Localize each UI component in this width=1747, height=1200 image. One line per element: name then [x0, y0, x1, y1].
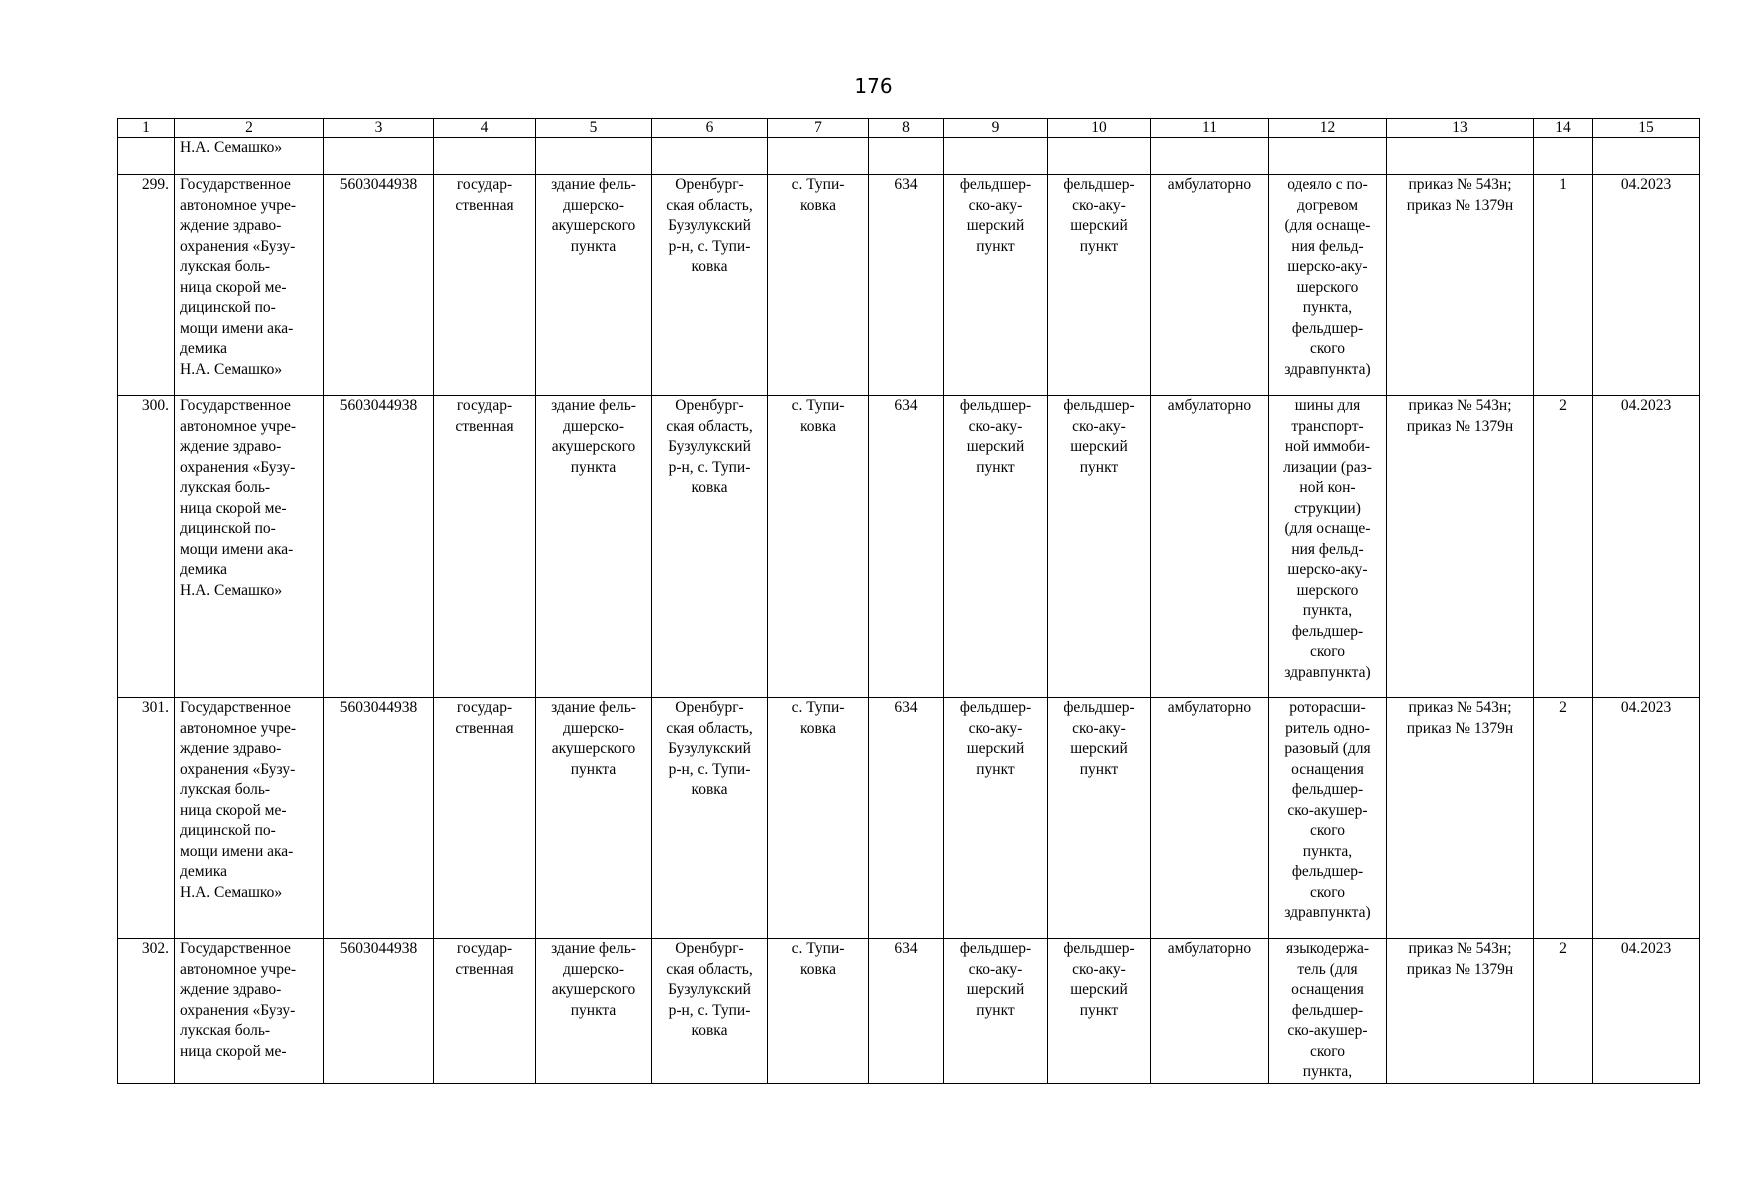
column-number: 11 [1151, 119, 1269, 138]
inn-cell: 5603044938 [324, 939, 434, 1084]
organization-cell: Государственное автономное учре- ждение здраво- охранения «Бузу- лукская боль- ница скорой ме- дицинской по- мощи имени ака- демика Н.А. Семашко» [180, 176, 297, 378]
table-row [118, 396, 1700, 698]
address-cell: Оренбург- ская область, Бузулукский р-н, с. Тупи- ковка [666, 940, 753, 1039]
facility-type-target-cell: фельдшер- ско-аку- шерский пункт [1063, 176, 1135, 255]
table-row [118, 175, 1700, 396]
quantity-cell: 2 [1534, 396, 1593, 698]
facility-type-target-cell: фельдшер- ско-аку- шерский пункт [1063, 397, 1135, 476]
row-number-cell: 300. [118, 396, 175, 698]
organization-cell: Государственное автономное учре- ждение здраво- охранения «Бузу- лукская боль- ница скорой ме- дицинской по- мощи имени ака- демика Н.А. Семашко» [180, 699, 297, 901]
population-cell: 634 [869, 698, 944, 939]
column-number: 2 [175, 119, 324, 138]
facility-type-cell: фельдшер- ско-аку- шерский пункт [959, 397, 1032, 476]
order-cell: приказ № 543н; приказ № 1379н [1406, 176, 1514, 214]
row-number-cell: 302. [118, 939, 175, 1084]
row-number-cell: 299. [118, 175, 175, 396]
facility-type-cell: фельдшер- ско-аку- шерский пункт [959, 699, 1032, 778]
equipment-cell: языкодержа- тель (для оснащения фельдшер- ско-акушер- ского пункта, [1286, 940, 1369, 1080]
inn-cell: 5603044938 [324, 396, 434, 698]
column-number: 9 [944, 119, 1048, 138]
population-cell: 634 [869, 396, 944, 698]
building-cell: здание фель- дшерско- акушерского пункта [551, 699, 636, 778]
table-row [118, 939, 1700, 1084]
ownership-cell: государ- ственная [455, 940, 514, 978]
column-number: 10 [1048, 119, 1151, 138]
ownership-cell: государ- ственная [455, 397, 514, 435]
column-number-row [118, 119, 1700, 138]
order-cell: приказ № 543н; приказ № 1379н [1406, 940, 1514, 978]
equipment-cell: одеяло с по- догревом (для оснаще- ния фельд- шерско-аку- шерского пункта, фельдшер- ского здравпункта) [1284, 176, 1371, 378]
page-number: 176 [854, 74, 893, 98]
facility-type-cell: фельдшер- ско-аку- шерский пункт [959, 176, 1032, 255]
date-cell: 04.2023 [1593, 939, 1700, 1084]
building-cell: здание фель- дшерско- акушерского пункта [551, 176, 636, 255]
population-cell: 634 [869, 939, 944, 1084]
column-number: 5 [536, 119, 652, 138]
quantity-cell: 2 [1534, 939, 1593, 1084]
inn-cell: 5603044938 [324, 175, 434, 396]
care-form-cell: амбулаторно [1151, 939, 1269, 1084]
locality-cell: с. Тупи- ковка [791, 699, 845, 737]
locality-cell: с. Тупи- ковка [791, 397, 845, 435]
column-number: 7 [768, 119, 869, 138]
date-cell: 04.2023 [1593, 175, 1700, 396]
organization-cell: Государственное автономное учре- ждение здраво- охранения «Бузу- лукская боль- ница скорой ме- [180, 940, 297, 1060]
ownership-cell: государ- ственная [455, 176, 514, 214]
locality-cell: с. Тупи- ковка [791, 940, 845, 978]
column-number: 13 [1387, 119, 1534, 138]
date-cell: 04.2023 [1593, 698, 1700, 939]
column-number: 15 [1593, 119, 1700, 138]
equipment-cell: роторасши- ритель одно- разовый (для оснащения фельдшер- ско-акушер- ского пункта, фельдшер- ского здравпункта) [1284, 699, 1371, 921]
care-form-cell: амбулаторно [1151, 175, 1269, 396]
organization-cell: Н.А. Семашко» [175, 138, 324, 175]
registry-table [117, 118, 1700, 1084]
column-number: 4 [434, 119, 536, 138]
quantity-cell: 1 [1534, 175, 1593, 396]
building-cell: здание фель- дшерско- акушерского пункта [551, 940, 636, 1019]
column-number: 6 [652, 119, 768, 138]
address-cell: Оренбург- ская область, Бузулукский р-н, с. Тупи- ковка [666, 397, 753, 496]
date-cell: 04.2023 [1593, 396, 1700, 698]
population-cell: 634 [869, 175, 944, 396]
column-number: 12 [1269, 119, 1387, 138]
address-cell: Оренбург- ская область, Бузулукский р-н, с. Тупи- ковка [666, 176, 753, 275]
facility-type-cell: фельдшер- ско-аку- шерский пункт [959, 940, 1032, 1019]
quantity-cell: 2 [1534, 698, 1593, 939]
ownership-cell: государ- ственная [455, 699, 514, 737]
care-form-cell: амбулаторно [1151, 396, 1269, 698]
organization-cell: Государственное автономное учре- ждение здраво- охранения «Бузу- лукская боль- ница скорой ме- дицинской по- мощи имени ака- демика Н.А. Семашко» [180, 397, 297, 599]
column-number: 8 [869, 119, 944, 138]
column-number: 1 [118, 119, 175, 138]
order-cell: приказ № 543н; приказ № 1379н [1406, 699, 1514, 737]
continuation-row [118, 138, 1700, 175]
building-cell: здание фель- дшерско- акушерского пункта [551, 397, 636, 476]
facility-type-target-cell: фельдшер- ско-аку- шерский пункт [1063, 699, 1135, 778]
table-row [118, 698, 1700, 939]
locality-cell: с. Тупи- ковка [791, 176, 845, 214]
address-cell: Оренбург- ская область, Бузулукский р-н, с. Тупи- ковка [666, 699, 753, 798]
row-number-cell: 301. [118, 698, 175, 939]
column-number: 3 [324, 119, 434, 138]
care-form-cell: амбулаторно [1151, 698, 1269, 939]
order-cell: приказ № 543н; приказ № 1379н [1406, 397, 1514, 435]
equipment-cell: шины для транспорт- ной иммоби- лизации (раз- ной кон- струкции) (для оснаще- ния фельд- шерско-аку- шерского пункта, фельдшер- ского здравпункта) [1283, 397, 1372, 681]
column-number: 14 [1534, 119, 1593, 138]
facility-type-target-cell: фельдшер- ско-аку- шерский пункт [1063, 940, 1135, 1019]
inn-cell: 5603044938 [324, 698, 434, 939]
